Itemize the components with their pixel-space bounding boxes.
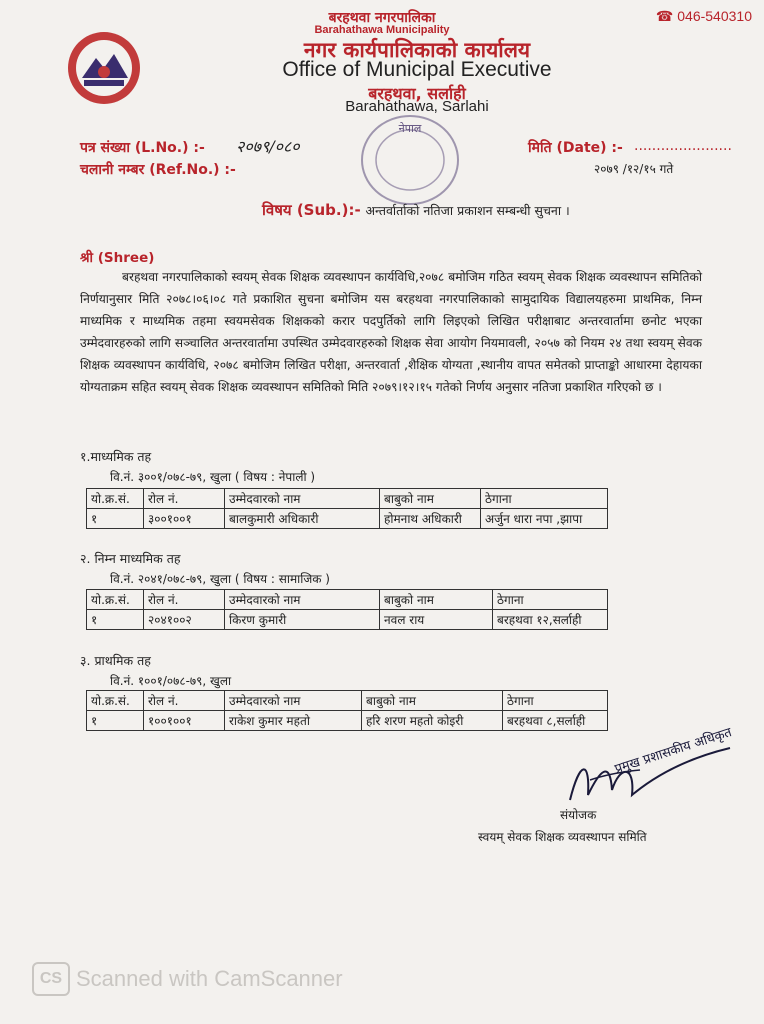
cell-serial: १ [87, 610, 144, 630]
col-candidate: उम्मेदवारको नाम [225, 489, 380, 509]
signature-stamp: प्रमुख प्रशासकीय अधिकृत [612, 725, 734, 778]
table-row [87, 711, 608, 731]
cell-roll: २०४१००२ [144, 610, 225, 630]
municipality-name-np: बरहथवा नगरपालिका [328, 10, 436, 26]
cell-father: हरि शरण महतो कोइरी [362, 711, 503, 731]
col-serial: यो.क्र.सं. [87, 489, 144, 509]
col-roll: रोल नं. [144, 489, 225, 509]
office-name-np: नगर कार्यपालिकाको कार्यालय [303, 38, 531, 62]
location-np: बरहथवा, सर्लाही [368, 84, 466, 103]
result-table-secondary [86, 488, 608, 529]
cell-address: अर्जुन धारा नपा ,झापा [481, 509, 608, 529]
cell-father: नवल राय [380, 610, 493, 630]
date-label: मिति (Date) :- [528, 140, 623, 156]
municipality-name-en: Barahathawa Municipality [314, 24, 450, 36]
section-notice: वि.नं. १००१/०७८-७९, खुला [110, 674, 232, 688]
col-roll: रोल नं. [144, 590, 225, 610]
col-candidate: उम्मेदवारको नाम [225, 691, 362, 711]
col-roll: रोल नं. [144, 691, 225, 711]
cell-serial: १ [87, 509, 144, 529]
letter-no-value: २०७९/०८० [236, 137, 300, 156]
location-en: Barahathawa, Sarlahi [345, 98, 489, 115]
col-serial: यो.क्र.सं. [87, 691, 144, 711]
subject-text: अन्तर्वार्ताको नतिजा प्रकाशन सम्बन्धी सुचना । [365, 203, 570, 218]
signature-committee: स्वयम् सेवक शिक्षक व्यवस्थापन समिति [478, 830, 647, 844]
col-father: बाबुको नाम [380, 489, 481, 509]
table-row [87, 610, 608, 630]
date-value: २०७९ /१२/१५ गते [594, 162, 674, 176]
section-title: १.माध्यमिक तह [80, 449, 152, 464]
col-address: ठेगाना [503, 691, 608, 711]
salutation: श्री (Shree) [80, 250, 155, 266]
table-row [87, 509, 608, 529]
cell-father: होमनाथ अधिकारी [380, 509, 481, 529]
cell-address: बरहथवा ८,सर्लाही [503, 711, 608, 731]
section-notice: वि.नं. ३००१/०७८-७९, खुला ( विषय : नेपाली ) [110, 470, 316, 484]
table-header-row [87, 590, 608, 610]
col-address: ठेगाना [481, 489, 608, 509]
section-title: २. निम्न माध्यमिक तह [80, 551, 181, 566]
col-father: बाबुको नाम [362, 691, 503, 711]
letter-no-label: पत्र संख्या (L.No.) :- [80, 140, 205, 156]
col-father: बाबुको नाम [380, 590, 493, 610]
cell-roll: ३००१००१ [144, 509, 225, 529]
result-table-lower-secondary [86, 589, 608, 630]
table-header-row [87, 489, 608, 509]
col-address: ठेगाना [493, 590, 608, 610]
result-table-primary [86, 690, 608, 731]
table-header-row [87, 691, 608, 711]
cell-serial: १ [87, 711, 144, 731]
ref-no-label: चलानी नम्बर (Ref.No.) :- [80, 162, 236, 178]
col-serial: यो.क्र.सं. [87, 590, 144, 610]
seal-text: नेपाल [398, 122, 422, 135]
cell-candidate: बालकुमारी अधिकारी [225, 509, 380, 529]
cell-candidate: राकेश कुमार महतो [225, 711, 362, 731]
cell-address: बरहथवा १२,सर्लाही [493, 610, 608, 630]
col-candidate: उम्मेदवारको नाम [225, 590, 380, 610]
office-name-en: Office of Municipal Executive [282, 58, 552, 81]
signature-role: संयोजक [560, 808, 597, 822]
subject-label: विषय (Sub.):- [262, 201, 361, 219]
section-notice: वि.नं. २०४१/०७८-७९, खुला ( विषय : सामाजिक ) [110, 572, 330, 586]
office-seal [355, 110, 465, 210]
body-paragraph: बरहथवा नगरपालिकाको स्वयम् सेवक शिक्षक व्यवस्थापन कार्यविधि,२०७८ बमोजिम गठित स्वयम् सेवक शिक्षक व्यवस्थापन समितिको निर्णयानुसार मिति २०७८।०६।०८ गते प्रकाशित सुचना बमोजिम यस बरहथवा नगरपालिकाको सामुदायिक विद्यालयहरुमा प्राथमिक, निम्न माध्यमिक र माध्यमिक तहमा स्वयमसेवक शिक्षकको करार पदपुर्तिको लागि लिइएको लिखित परीक्षाबाट अन्तरवार्तामा छनोट भएका उम्मेदवारहरुको लागि सञ्चालित अन्तरवार्तामा उपस्थित उम्मेदवारहरुको शिक्षक सेवा आयोग नियमावली, २०५७ को नियम २४ तथा स्वयम् सेवक शिक्षक व्यवस्थापन कार्यविधि, २०७८ बमोजिम लिखित परीक्षा, अन्तरवार्ता ,शैक्षिक योग्यता ,स्थानीय वापत समेतको प्राप्ताङ्को आधारमा देहायका योग्यताक्रम सहित स्वयम् सेवक शिक्षक व्यवस्थापन समितिको मिति २०७९।१२।१५ गतेको निर्णय अनुसार नतिजा प्रकाशित गरिएको छ । [80, 270, 702, 394]
section-title: ३. प्राथमिक तह [80, 653, 151, 668]
camscanner-icon: CS [32, 962, 70, 996]
scan-watermark: Scanned with CamScanner [76, 966, 343, 991]
subject-line [262, 200, 570, 220]
cell-roll: १००१००१ [144, 711, 225, 731]
date-dots: ...................... [634, 138, 732, 154]
cell-candidate: किरण कुमारी [225, 610, 380, 630]
phone-number: ☎ 046-540310 [655, 8, 752, 24]
